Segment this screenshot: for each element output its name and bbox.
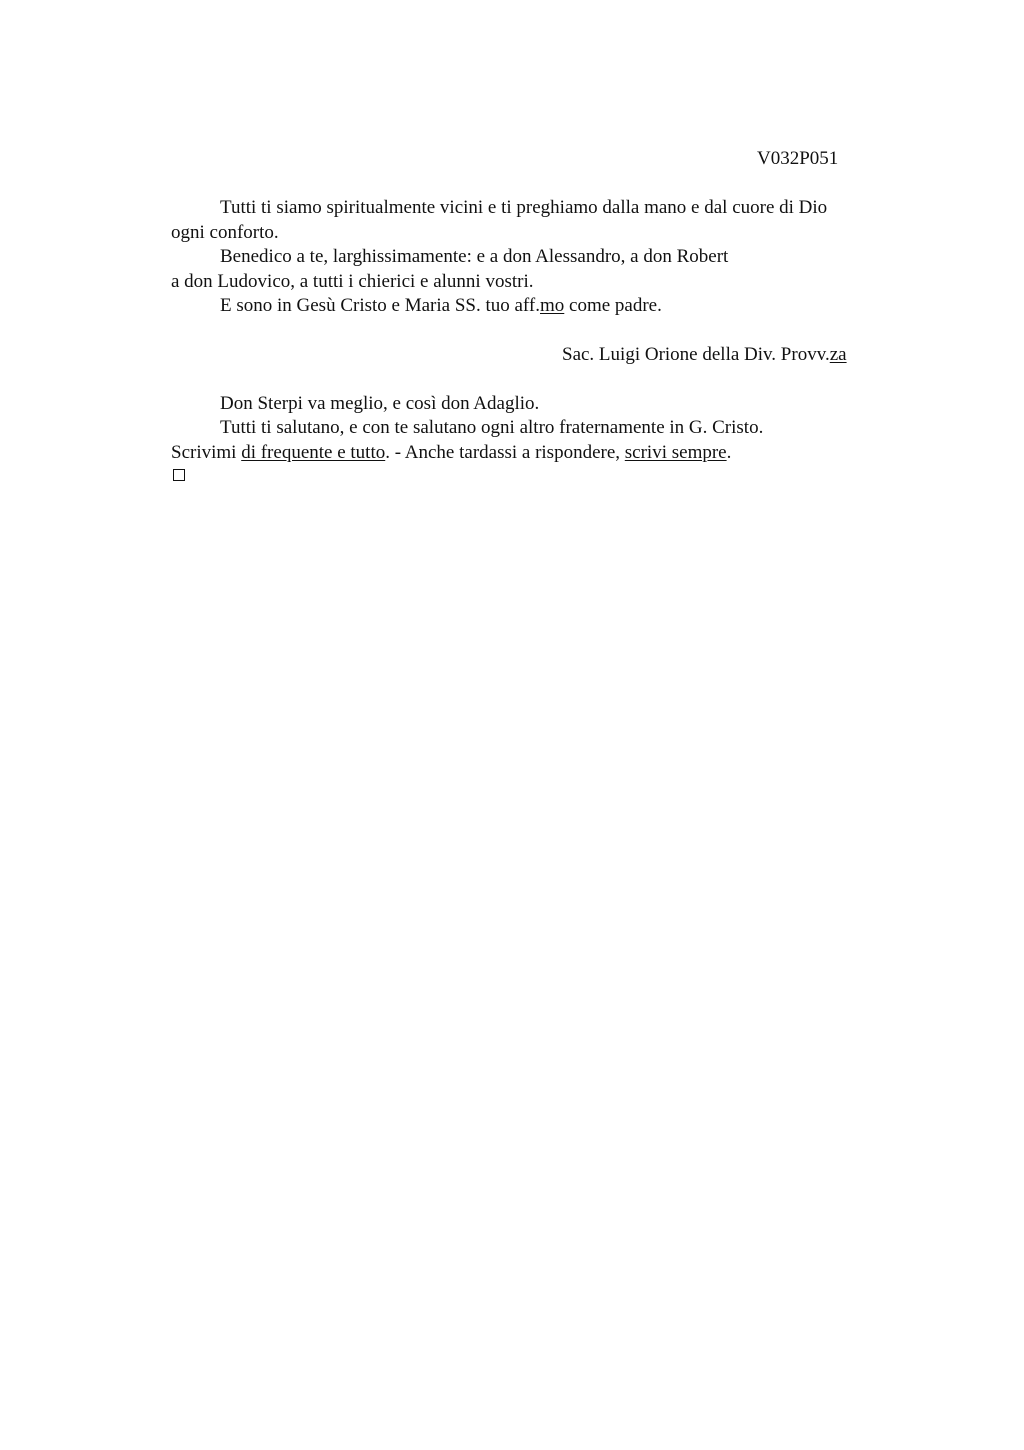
- line-5-text: E sono in Gesù Cristo e Maria SS. tuo aff.: [220, 295, 540, 316]
- line-8-text-1: Scrivimi: [171, 442, 242, 463]
- line-5-text-end: come padre.: [564, 295, 662, 316]
- paragraph-line-4: a don Ludovico, a tutti i chierici e alunni vostri.: [171, 271, 534, 292]
- paragraph-line-1: Tutti ti siamo spiritualmente vicini e ti preghiamo dalla mano e dal cuore di Dio: [220, 197, 828, 218]
- line-8-underlined-2: scrivi sempre: [624, 442, 727, 463]
- signature: [562, 343, 847, 367]
- line-8-text-3: .: [726, 442, 732, 463]
- signature-underlined: za: [829, 344, 847, 365]
- paragraph-line-2: ogni conforto.: [171, 222, 279, 243]
- signature-text: Sac. Luigi Orione della Div. Provv.: [562, 344, 830, 365]
- page-code: V032P051: [757, 148, 839, 169]
- line-5-underlined: mo: [540, 295, 565, 316]
- paragraph-line-3: Benedico a te, larghissimamente: e a don Alessandro, a don Robert: [220, 246, 729, 267]
- line-8-underlined-1: di frequente e tutto: [241, 442, 386, 463]
- paragraph-line-7: Tutti ti salutano, e con te salutano ogni altro fraternamente in G. Cristo.: [220, 417, 764, 438]
- empty-square-icon: [173, 469, 185, 481]
- paragraph-line-6: Don Sterpi va meglio, e così don Adaglio.: [220, 393, 540, 414]
- paragraph-line-8: [171, 441, 731, 465]
- paragraph-line-5: [220, 294, 662, 318]
- line-8-text-2: . - Anche tardassi a rispondere,: [385, 442, 625, 463]
